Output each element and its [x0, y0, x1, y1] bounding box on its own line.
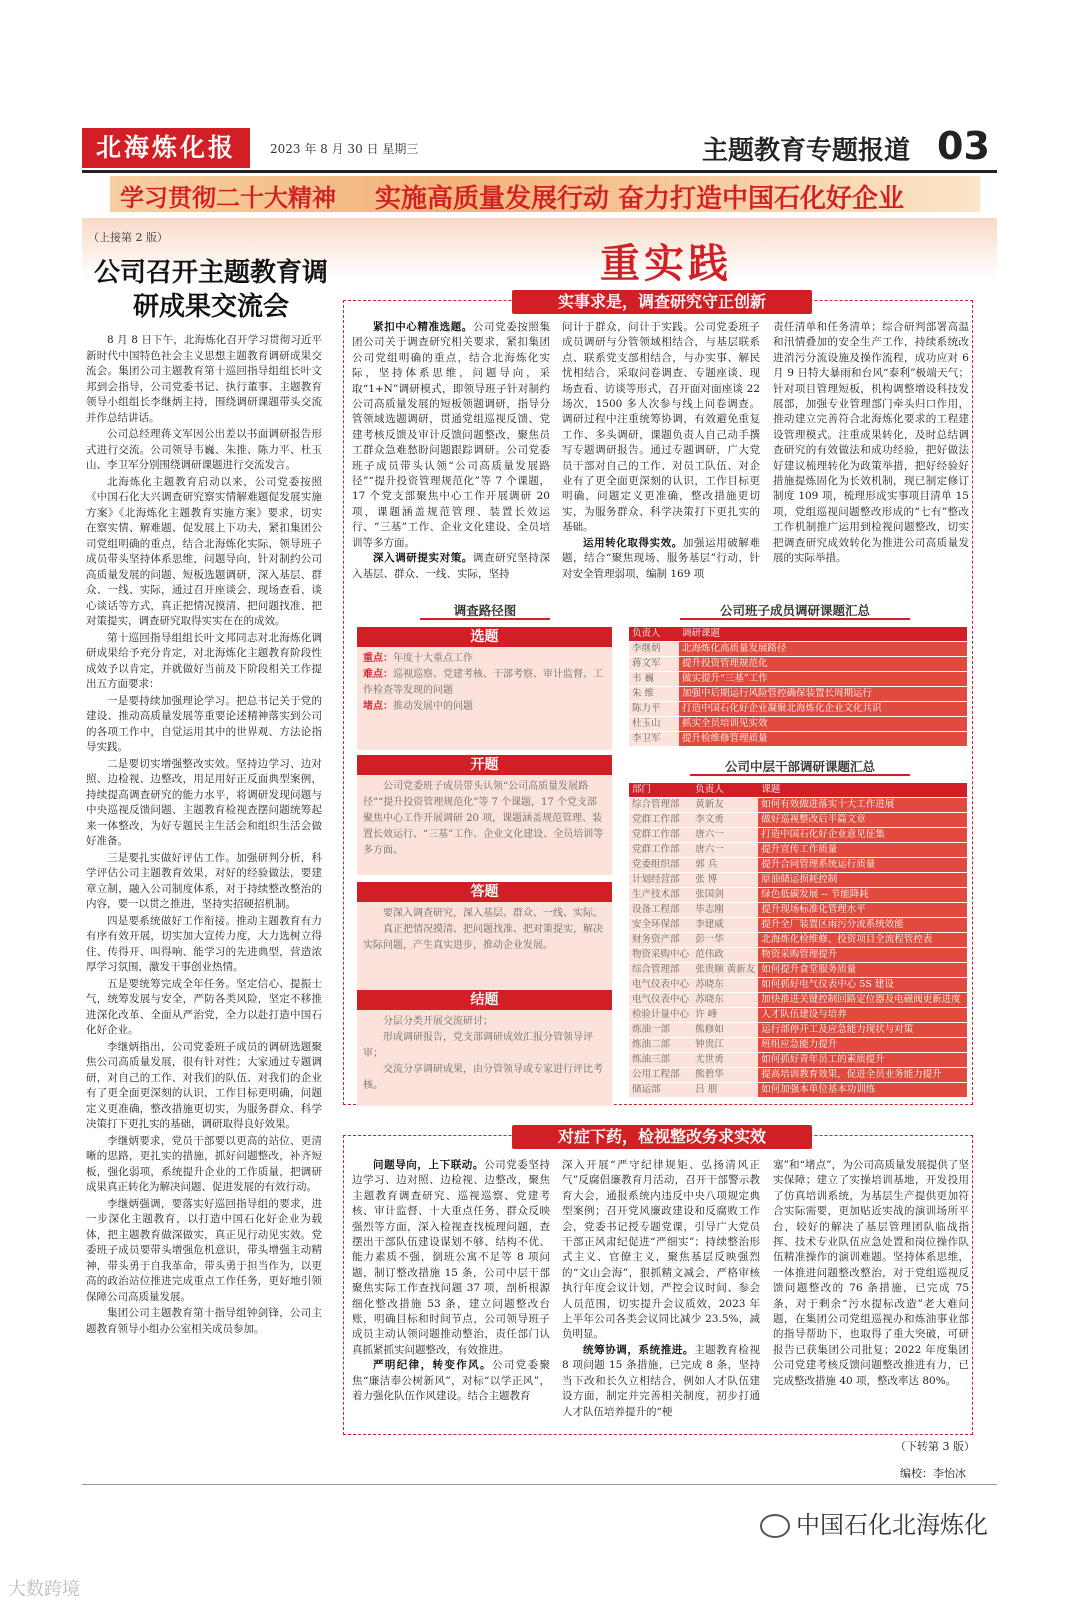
route-step-item	[363, 699, 606, 715]
table-row	[629, 903, 967, 918]
table-cell: 综合管理部	[629, 963, 692, 978]
table-row	[629, 1038, 967, 1053]
article-paragraph: 北海炼化主题教育启动以来，公司党委按照《中国石化大兴调查研究察实情解难题促发展实施方案》《北海炼化主题教育实施方案》要求，切实在察实情、解难题、促发展上下功夫，紧扣集团公司党组明确的重点，结合北海炼化实际，领导班子成员带头坚持体系思维，问题导向，针对制约公司高质量发展的问题、短板选题调研，深入基层、群众、一线、实际，通过召开座谈会、现场查看、谈心谈话等方式，真正把情况摸清、把问题找准、把对策提实，调查研究取得实实在在的成效。	[86, 475, 322, 627]
table-cell: 抓实全员培训见实效	[679, 717, 967, 732]
masthead	[82, 118, 997, 170]
table-row	[629, 828, 967, 843]
table-cell: 苏晓东	[692, 978, 758, 993]
table-cell: 朱 维	[629, 687, 679, 702]
table-row	[629, 978, 967, 993]
route-step-item	[363, 779, 606, 859]
route-step-item	[363, 922, 606, 954]
table-cell: 苏晓东	[692, 993, 758, 1008]
table-cell: 原油储运损耗控制	[758, 873, 967, 888]
table-cell: 生产技术部	[629, 888, 692, 903]
table-cell: 陈力平	[629, 702, 679, 717]
section-title: 主题教育专题报道	[702, 136, 911, 166]
paragraph-text: 公司党委坚持边学习、边对照、边检视、边整改，聚焦主题教育调查研究、巡视巡察、党建考核、审计监督、十大重点任务、群众反映强烈等方面，深入检视查找梳理问题，查摆出干部队伍建设谋划不够、结构不优、能力素质不强，倒班公寓不足等 8 项问题，制订整改措施 15 条，公司中层干部聚焦实际工作查找问题 37 项，剖析根源细化整改措施 53 条，建立问题整改台账，明确目标和时间节点，公司领导班子成员主动认领问题推动整治，责任部门认真抓紧抓实问题整改，有效推进。	[352, 1159, 550, 1356]
table-cell: 计划经营部	[629, 873, 692, 888]
route-step-head: 开题	[357, 755, 612, 775]
article-paragraph: 8 月 8 日下午，北海炼化召开学习贯彻习近平新时代中国特色社会主义思想主题教育调研成果交流会。集团公司主题教育第十巡回指导组组长叶文邦到会指导，公司党委书记、执行董事、主题教育领导小组组长李继炳主持，围绕调研课题带头交流并作总结讲话。	[86, 334, 322, 424]
table-cell: 提升宣传工作质量	[758, 843, 967, 858]
paragraph-text: 加强运用破解难题，结合“聚焦现场、服务基层”行动，针对安全管理弱项，编制 169 项	[562, 536, 761, 580]
paragraph-text: 塞”和“堵点”，为公司高质量发展提供了坚实保障；建立了实操培训基地，开发投用了仿真培训系统，为基层生产提供更加符合实际需要，更加贴近实战的演训场所平台，较好的解决了基层管理团队临战指挥、技术专业队伍应急处置和岗位操作队伍精准操作的演训难题。坚持体系思维，一体推进问题整改整治，对于党组巡视反馈问题整改的 76 条措施，已完成 75 条，对于剩余“污水提标改造”老大难问题，在集团公司党组巡视办和炼油事业部的指导帮助下，也取得了重大突破，可研报告已获集团公司批复；2022 年度集团公司党建考核反馈问题整改推进有力，已完成整改措施 40 项，整改率达 80%。	[773, 1159, 969, 1387]
table-row	[629, 717, 967, 732]
bottom-rule	[82, 1484, 997, 1485]
table-cell: 如何有效做进落实十大工作进展	[758, 798, 967, 813]
article-paragraph: 五是要统筹完成全年任务。坚定信心、提振士气，统筹发展与安全，严防各类风险，坚定不移推进深化改革、全面从严治党，全力以赴打造中国石化好企业。	[86, 977, 322, 1036]
route-step-value: 年度十大重点工作	[393, 653, 473, 664]
table-cell: 提高培训教育效果，促进全员业务能力提升	[758, 1068, 967, 1083]
route-title: 调查路径图	[420, 602, 550, 620]
table-row	[629, 1053, 967, 1068]
table-cell: 炼油二部	[629, 1038, 692, 1053]
table-cell: 毕志刚	[692, 903, 758, 918]
table-row	[629, 948, 967, 963]
route-step-item	[363, 651, 606, 667]
table-cell: 范伟政	[692, 948, 758, 963]
table-cell: 李卫军	[629, 732, 679, 747]
article-paragraph: 三是要扎实做好评估工作。加强研判分析，科学评估公司主题教育效果，对好的经验做法，要建章立制，融入公司制度体系，对于持续整改整治的内容，要一以贯之推进，坚持实招硬招机制。	[86, 851, 322, 910]
issue-date: 2023 年 8 月 30 日 星期三	[270, 142, 419, 156]
column-paragraph	[352, 320, 550, 551]
table-cell: 北海炼化高质量发展路径	[679, 642, 967, 657]
table-cell: 吕 朋	[692, 1083, 758, 1098]
route-step-body	[357, 775, 612, 875]
route-step-head: 结题	[357, 990, 612, 1010]
table-cell: 提升现场标准化管理水平	[758, 903, 967, 918]
table-cell: 黄新友	[692, 798, 758, 813]
table-cell: 熊碧华	[692, 1068, 758, 1083]
table-row	[629, 813, 967, 828]
table-row	[629, 963, 967, 978]
route-step-value: 巡视巡察、党建考核、干部考察、审计监督、工作检查等发现的问题	[363, 669, 603, 696]
table-cell: 提升投资管理规范化	[679, 657, 967, 672]
table-cell: 张 博	[692, 873, 758, 888]
table-cell: 李建威	[692, 918, 758, 933]
table-cell: 李文勇	[692, 813, 758, 828]
paragraph-text: 公司党委按照集团公司关于调查研究相关要求，紧扣集团公司党组明确的重点，结合北海炼化实际，坚持体系思维，问题导向，采取“1+N”调研模式，即领导班子针对制约公司高质量发展的短板领题调研，指导分管领域选题调研，贯通党组巡视反馈、党建考核反馈及审计反馈问题整改，聚焦员工群众急难愁盼问题跟踪调研。公司党委班子成员带头认领“公司高质量发展路径”“提升投资管理规范化”等 7 个课题，17 个党支部聚焦中心工作开展调研 20 项，课题涵盖规范管理、装置长效运行、“三基”工作、企业文化建设、全员培训等多方面。	[352, 321, 551, 549]
section-b-col2	[562, 1158, 760, 1420]
route-step-head: 答题	[357, 882, 612, 902]
column-paragraph	[773, 1158, 969, 1389]
route-step-item	[363, 667, 606, 699]
table-cell: 安全环保部	[629, 918, 692, 933]
table-cell: 如何加强本单位基本功训练	[758, 1083, 967, 1098]
table-cell: 运行部停开工及应急能力现状与对策	[758, 1023, 967, 1038]
table-cell: 提升合同管理系统运行质量	[758, 858, 967, 873]
table-row	[629, 642, 967, 657]
section-b-col1	[352, 1158, 550, 1405]
paragraph-lead: 紧扣中心精准选题。	[373, 321, 473, 333]
wechat-icon	[760, 1514, 790, 1538]
table-cell: 电气仪表中心	[629, 978, 692, 993]
headline: 公司召开主题教育调研成果交流会	[93, 258, 328, 322]
table-row	[629, 993, 967, 1008]
table-cell: 郭 兵	[692, 858, 758, 873]
column-paragraph	[352, 1158, 550, 1358]
section-a-col3	[773, 320, 969, 567]
column-paragraph	[562, 536, 760, 582]
table-cell: 加强中后期运行风险管控确保装置长周期运行	[679, 687, 967, 702]
column-paragraph	[562, 1158, 760, 1343]
route-step-value: 要深入调查研究，深入基层、群众、一线、实际。	[383, 908, 603, 919]
paragraph-lead: 问题导向，上下联动。	[373, 1159, 484, 1171]
column-paragraph	[562, 1343, 760, 1420]
route-step-body	[357, 647, 612, 750]
table-cell: 党群工作部	[629, 813, 692, 828]
table-row	[629, 687, 967, 702]
table-row	[629, 888, 967, 903]
table-row	[629, 1083, 967, 1098]
table-cell: 如何抓好青年员工的素质提升	[758, 1053, 967, 1068]
table-header-cell: 课题	[758, 783, 967, 798]
paragraph-lead: 深入调研提实对策。	[373, 552, 473, 565]
column-paragraph	[352, 551, 550, 582]
paragraph-text: 公司党委聚焦“廉洁奉公树新风”，对标“以学正风”，着力强化队伍作风建设。结合主题教育	[352, 1359, 551, 1403]
table-cell: 物资采购中心	[629, 948, 692, 963]
section-b-ribbon: 对症下药，检视整改务求实效	[512, 1125, 812, 1149]
table-cell: 班组应急能力提升	[758, 1038, 967, 1053]
table-header-cell: 调研课题	[679, 627, 967, 642]
table-cell: 张国剑	[692, 888, 758, 903]
page-number: 03	[937, 124, 990, 168]
table-row	[629, 1008, 967, 1023]
route-step-value: 推动发展中的问题	[393, 701, 473, 712]
table-cell: 熊修如	[692, 1023, 758, 1038]
route-step-value: 真正把情况摸清、把问题找准、把对策提实，解决实际问题，产生真实进步，推动企业发展。	[363, 924, 603, 951]
article-paragraph: 集团公司主题教育第十指导组钟剑锋，公司主题教育领导小组办公室相关成员参加。	[86, 1307, 322, 1335]
banner-left: 学习贯彻二十大精神	[120, 184, 336, 212]
table2-title: 公司中层干部调研课题汇总	[690, 758, 910, 776]
continued-from: （上接第 2 版）	[88, 231, 168, 244]
paragraph-text: 深入开展“严守纪律规矩、弘扬清风正气”反腐倡廉教育月活动，召开干部警示教育大会，通报系统内违反中央八项规定典型案例；召开党风廉政建设和反腐败工作会，党委书记授专题党课，引导广大党员干部正风肃纪促进“严细实”；持续整治形式主义、官僚主义，聚焦基层反映强烈的“文山会海”，狠抓精文减会，严格审核执行年度会议计划，严控会议时间、参会人员范围，切实提升会议质效，2023 年上半年公司各类会议同比减少 23.5%，减负明显。	[562, 1159, 760, 1341]
table-cell: 党群工作部	[629, 843, 692, 858]
article-paragraph: 二是要切实增强整改实效。坚持边学习、边对照、边检视、边整改，用足用好正反面典型案例，持续提高调查研究的能力水平，将调研发现问题与中央巡视反馈问题、主题教育检视查摆问题统筹起来一体整改，为好专题民主生活会和组织生活会做好准备。	[86, 757, 322, 847]
table-row	[629, 858, 967, 873]
table-cell: 韦 巍	[629, 672, 679, 687]
table-cell: 提升检维修管理质量	[679, 732, 967, 747]
table-cell: 蒋文军	[629, 657, 679, 672]
table-header-cell: 部门	[629, 783, 692, 798]
table-cell: 物资采购管理提升	[758, 948, 967, 963]
table-cell: 唐六一	[692, 828, 758, 843]
table-row	[629, 732, 967, 747]
route-step-item	[363, 1030, 606, 1062]
newspaper-logo: 北海炼化报	[82, 128, 250, 168]
table-row	[629, 702, 967, 717]
route-step-key: 堵点：	[363, 701, 393, 712]
article-paragraph: 公司总经理蒋文军因公出差以书面调研报告形式进行交流。公司领导韦巍、朱推、陈力平、杜玉山、李卫军分别围绕调研课题进行交流发言。	[86, 428, 322, 471]
article-paragraph: 一是要持续加强理论学习。把总书记关于党的建设、推动高质量发展等重要论述精神落实到公司的各项工作中，自觉运用其中的世界观、方法论指导实践。	[86, 694, 322, 753]
paragraph-text: 主题教育检视 8 项问题 15 条措施，已完成 8 条，坚持当下改和长久立相结合，例如人才队伍建设方面，制定并完善相关制度，初步打通人才队伍培养提升的“梗	[562, 1343, 760, 1418]
table-cell: 炼油三部	[629, 1053, 692, 1068]
article-paragraph: 第十巡回指导组组长叶文邦同志对北海炼化调研成果给予充分肯定，对北海炼化主题教育阶段性成效予以肯定，并就做好当前及下阶段相关工作提出五方面要求：	[86, 631, 322, 690]
table-cell: 张贵顺 黄新友	[692, 963, 758, 978]
watermark-text: 中国石化北海炼化	[796, 1511, 988, 1539]
table-cell: 如何抓好电气仪表中心 5S 建设	[758, 978, 967, 993]
route-step-item	[363, 1014, 606, 1030]
paragraph-text: 调查研究坚持深入基层、群众、一线、实际，坚持	[352, 552, 551, 580]
table-cell: 绿色低碳发展 -- 节能降耗	[758, 888, 967, 903]
section-a-col1	[352, 320, 550, 582]
route-step-head: 选题	[357, 627, 612, 647]
route-step-key: 难点：	[363, 669, 393, 680]
table-cell: 李继炳	[629, 642, 679, 657]
banner-right: 实施高质量发展行动 奋力打造中国石化好企业	[375, 184, 905, 214]
route-step-value: 交流分享调研成果，由分管领导或专家进行评比考核。	[363, 1064, 603, 1091]
left-article	[86, 333, 322, 1338]
route-step-body	[357, 902, 612, 990]
paragraph-lead: 统筹协调，系统推进。	[583, 1343, 694, 1356]
route-step-value: 分层分类开展交流研讨；	[383, 1016, 493, 1027]
table-cell: 检验计量中心	[629, 1008, 692, 1023]
table-header-cell: 负责人	[629, 627, 679, 642]
table-cell: 党委组织部	[629, 858, 692, 873]
route-step-value: 公司党委班子成员带头认领“公司高质量发展路径”“提升投资管理规范化”等 7 个课题，17 个党支部聚焦中心工作开展调研 20 项，课题涵盖规范管理、装置长效运行、“三基”工作、企业文化建设、全员培训等多方面。	[363, 781, 604, 856]
table-cell: 做实提升“三基”工作	[679, 672, 967, 687]
table-cell: 尤世勇	[692, 1053, 758, 1068]
table-row	[629, 1023, 967, 1038]
table-row	[629, 873, 967, 888]
paragraph-text: 责任清单和任务清单；综合研判部署高温和汛情叠加的安全生产工作，持续系统改进消污分流设施及操作流程，成功应对 6 月 9 日特大暴雨和台风“泰利”极端天气；针对项目管理短板，机构调整增设科技发展部，加强专业管理部门牵头归口作用，推动建立完善符合北海炼化要求的工程建设管理模式。注重成果转化，及时总结调查研究的有效做法和成功经验，把好做法好建议梳理转化为政策举措，把好经验好措施提炼固化为长效机制，现已制定修订制度 109 项，梳理形成实事项目清单 15 项，党组巡视问题整改形成的“七有”整改工作机制推广运用到检视问题整改，切实把调查研究成效转化为推进公司高质量发展的实际举措。	[773, 321, 969, 565]
table-cell: 许 峰	[692, 1008, 758, 1023]
article-paragraph: 李继炳指出，公司党委班子成员的调研选题聚焦公司高质量发展，很有针对性；大家通过专题调研，对自己的工作、对我们的队伍、对我们的企业有了更全面更深刻的认识，工作目标更明确，问题定义更准确，整改措施更切实，为服务群众、科学决策打下更扎实的基础，调研取得良好效果。	[86, 1040, 322, 1130]
big-title: 重实践	[600, 241, 732, 287]
route-step-item	[363, 1062, 606, 1094]
route-step-key: 重点：	[363, 653, 393, 664]
column-paragraph	[352, 1358, 550, 1404]
masthead-rule	[82, 170, 997, 173]
table-cell: 如何提升食堂服务质量	[758, 963, 967, 978]
column-paragraph	[773, 320, 969, 567]
continued-to: （下转第 3 版）	[895, 1440, 975, 1453]
table-cell: 人才队伍建设与培养	[758, 1008, 967, 1023]
route-step-body	[357, 1010, 612, 1106]
table-cell: 加快推进关键控制回路定位器及电磁阀更新进度	[758, 993, 967, 1008]
table-cell: 打造中国石化好企业意见征集	[758, 828, 967, 843]
wechat-watermark	[760, 1505, 988, 1540]
table-header-cell: 负责人	[692, 783, 758, 798]
article-paragraph: 李继炳要求，党员干部要以更高的站位、更清晰的思路，更扎实的措施，抓好问题整改，补齐短板，强化弱项，系统提升企业的工作质量，把调研成果真正转化为解决问题、促进发展的有效行动。	[86, 1134, 322, 1193]
leader-topics-table	[629, 627, 967, 746]
table-cell: 打造中国石化好企业凝聚北海炼化企业文化共识	[679, 702, 967, 717]
paragraph-lead: 运用转化取得实效。	[583, 536, 683, 549]
table-row	[629, 1068, 967, 1083]
section-a-ribbon: 实事求是，调查研究守正创新	[512, 290, 812, 314]
column-paragraph	[562, 320, 760, 536]
section-a-col2	[562, 320, 760, 582]
editor-credit: 编校：李怡冰	[900, 1467, 966, 1480]
table-cell: 杜玉山	[629, 717, 679, 732]
table-cell: 公用工程部	[629, 1068, 692, 1083]
table-cell: 储运部	[629, 1083, 692, 1098]
table-cell: 钟贵江	[692, 1038, 758, 1053]
table-row	[629, 798, 967, 813]
table-cell: 党群工作部	[629, 828, 692, 843]
table-cell: 财务资产部	[629, 933, 692, 948]
table-row	[629, 672, 967, 687]
table-cell: 做好巡视整改后半篇文章	[758, 813, 967, 828]
article-paragraph: 四是要系统做好工作衔接。推动主题教育有力有序有效开展，切实加大宣传力度，大力选树立得住、传得开、叫得响、能学习的先进典型，营造浓厚学习氛围，激发干事创业热情。	[86, 914, 322, 973]
route-step-item	[363, 906, 606, 922]
table1-title: 公司班子成员调研课题汇总	[680, 602, 910, 620]
table-row	[629, 918, 967, 933]
table-cell: 唐六一	[692, 843, 758, 858]
table-cell: 设备工程部	[629, 903, 692, 918]
paragraph-lead: 严明纪律，转变作风。	[373, 1359, 492, 1372]
middle-manager-topics-table	[629, 783, 967, 1097]
theme-banner	[110, 176, 980, 212]
section-b-col3	[773, 1158, 969, 1389]
table-row	[629, 657, 967, 672]
table-cell: 彭一华	[692, 933, 758, 948]
table-cell: 提升全厂装置区雨污分流系统效能	[758, 918, 967, 933]
paragraph-text: 问计于群众，问计于实践。公司党委班子成员调研与分管领域相结合，与基层联系点、联系党支部相结合，与办实事、解民忧相结合，采取问卷调查、专题座谈、现场查看、访谈等形式，召开面对面座谈 22 场次，1500 多人次参与线上问卷调查。调研过程中注重统筹协调，有效避免重复工作、多头调研，课题负责人自己动手撰写专题调研报告。通过专题调研，广大党员干部对自己的工作、对员工队伍、对企业有了更全面更深刻的认识，工作目标更明确，问题定义更准确，整改措施更切实，为服务群众、科学决策打下更扎实的基础。	[562, 321, 760, 534]
route-step-value: 形成调研报告，党支部调研成效汇报分管领导评审；	[363, 1032, 593, 1059]
corner-watermark: 大数跨境	[8, 1579, 80, 1600]
table-row	[629, 933, 967, 948]
table-cell: 电气仪表中心	[629, 993, 692, 1008]
table-cell: 综合管理部	[629, 798, 692, 813]
table-row	[629, 843, 967, 858]
table-cell: 北海炼化检维修、投资项目全流程管控表	[758, 933, 967, 948]
article-paragraph: 李继炳强调，要落实好巡回指导组的要求，进一步深化主题教育，以打造中国石化好企业为载体，把主题教育做深做实，真正见行动见实效。党委班子成员要带头增强危机意识，带头增强主动精神，带头勇于自我革命，带头勇于担当作为，以更高的政治站位推进完成重点工作任务，更好地引领保障公司高质量发展。	[86, 1197, 322, 1303]
table-cell: 炼油一部	[629, 1023, 692, 1038]
